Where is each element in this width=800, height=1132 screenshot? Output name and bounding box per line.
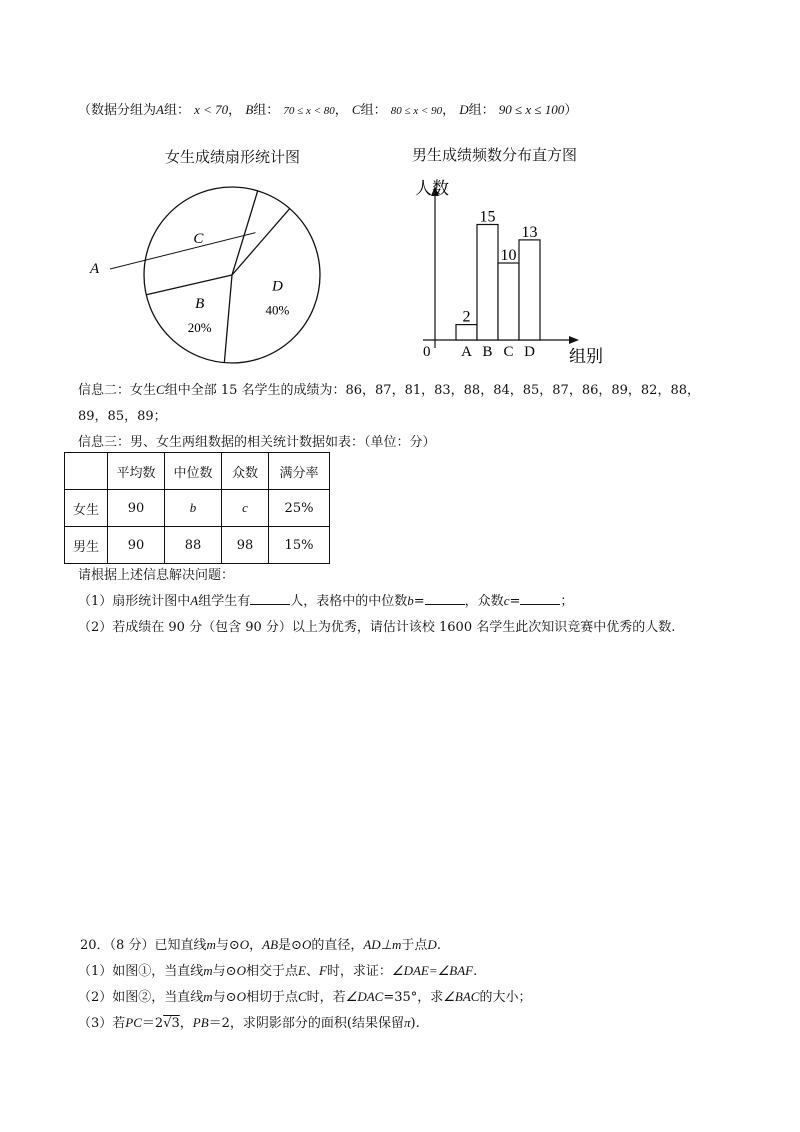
table-header-cell: 平均数 bbox=[108, 453, 165, 490]
pie-slice-label: C bbox=[193, 230, 204, 247]
pie-chart-title: 女生成绩扇形统计图 bbox=[165, 148, 301, 166]
table-cell bbox=[65, 453, 108, 490]
grouping-line: （数据分组为A组： x < 70， B组： 70 ≤ x < 80， C组： 80 ≤ x < 90， D组： 90 ≤ x ≤ 100） bbox=[78, 102, 578, 118]
bar-value-label: 2 bbox=[462, 308, 471, 326]
x-axis-arrow bbox=[569, 336, 579, 344]
pie-slice-label: A bbox=[90, 261, 100, 277]
pie-slice-label: B bbox=[195, 296, 205, 313]
info2-line1: 信息二：女生C组中全部 15 名学生的成绩为：86，87，81，83，88，84，85，87，86，89，82，88， bbox=[78, 382, 700, 398]
question-1: （1）扇形统计图中A组学生有 人，表格中的中位数b= ，众数c= ； bbox=[78, 593, 574, 609]
pie-slice-boundary bbox=[224, 275, 232, 363]
answer-blank[interactable] bbox=[425, 592, 465, 605]
table-cell: 90 bbox=[108, 527, 165, 564]
x-tick-label: A bbox=[461, 344, 472, 360]
problem-20-heading: 20．（8 分）已知直线m与⊙O，AB是⊙O的直径，AD⊥m于点D. bbox=[80, 937, 441, 953]
pie-slice-label: D bbox=[271, 278, 283, 295]
table-cell: b bbox=[165, 490, 222, 527]
question-2: （2）若成绩在 90 分（包含 90 分）以上为优秀，请估计该校 1600 名学生此次知识竞赛中优秀的人数. bbox=[78, 620, 676, 635]
table-header-cell: 满分率 bbox=[269, 453, 330, 490]
problem-20-part-3: （3）若PC＝2√3，PB＝2，求阴影部分的面积(结果保留π). bbox=[78, 1015, 420, 1031]
table-cell: 98 bbox=[222, 527, 269, 564]
pie-slice-boundary bbox=[146, 275, 232, 295]
x-tick-label: C bbox=[503, 344, 514, 360]
x-axis-label: 组别 bbox=[569, 347, 603, 366]
table-cell: 88 bbox=[165, 527, 222, 564]
answer-blank[interactable] bbox=[250, 592, 290, 605]
info3-line: 信息三：男、女生两组数据的相关统计数据如表：（单位：分） bbox=[78, 435, 436, 450]
pie-slice-percent: 20% bbox=[187, 320, 212, 336]
pie-label-leader bbox=[110, 230, 255, 269]
bar-chart-title: 男生成绩频数分布直方图 bbox=[412, 146, 578, 164]
problem-20-part-2: （2）如图②，当直线m与⊙O相切于点C时，若∠DAC=35°，求∠BAC的大小； bbox=[78, 989, 532, 1005]
table-row bbox=[65, 490, 330, 527]
pie-chart bbox=[80, 170, 440, 390]
question-intro: 请根据上述信息解决问题： bbox=[78, 568, 235, 583]
bar-B bbox=[477, 225, 498, 341]
table-cell: 15% bbox=[269, 527, 330, 564]
table-cell: 25% bbox=[269, 490, 330, 527]
table-cell: 女生 bbox=[65, 490, 108, 527]
x-tick-label: B bbox=[482, 344, 493, 360]
problem-20-part-1: （1）如图①，当直线m与⊙O相交于点E、F时，求证：∠DAE=∠BAF. bbox=[78, 963, 478, 979]
x-tick-label: D bbox=[524, 344, 535, 360]
bar-value-label: 15 bbox=[479, 208, 496, 226]
bar-D bbox=[519, 240, 540, 340]
pie-slice-boundary bbox=[232, 209, 290, 275]
bar-value-label: 13 bbox=[521, 223, 538, 241]
table-cell: c bbox=[222, 490, 269, 527]
bar-chart bbox=[405, 170, 605, 370]
bar-C bbox=[498, 263, 519, 340]
table-row bbox=[65, 527, 330, 564]
pie-slice-percent: 40% bbox=[265, 302, 290, 318]
table-header-cell: 中位数 bbox=[165, 453, 222, 490]
y-axis-label: 人数 bbox=[415, 179, 449, 198]
table-header-row bbox=[65, 453, 330, 490]
stats-table bbox=[64, 452, 330, 564]
table-header-cell: 众数 bbox=[222, 453, 269, 490]
origin-label: 0 bbox=[423, 344, 431, 360]
table-cell: 90 bbox=[108, 490, 165, 527]
bar-value-label: 10 bbox=[500, 247, 517, 264]
info2-line2: 89，85，89； bbox=[78, 409, 167, 424]
bar-A bbox=[456, 325, 477, 340]
answer-blank[interactable] bbox=[520, 592, 560, 605]
table-cell: 男生 bbox=[65, 527, 108, 564]
